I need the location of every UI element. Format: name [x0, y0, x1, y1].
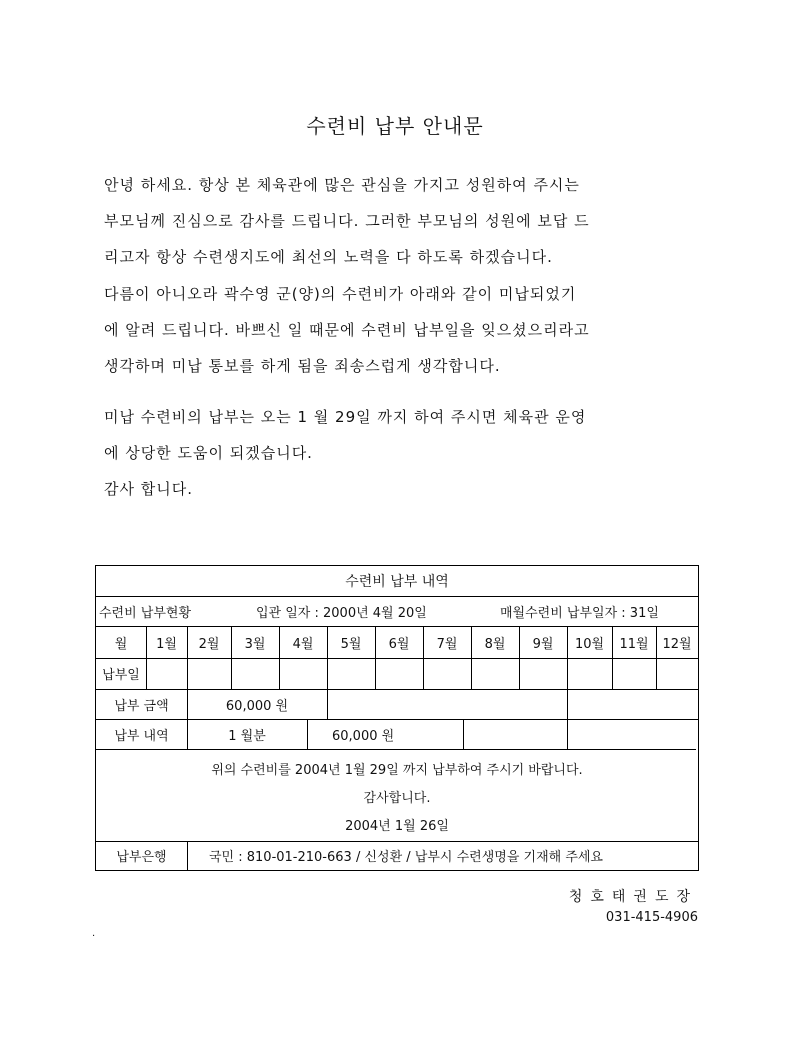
stray-mark: .	[92, 928, 96, 939]
month-cell: 12월	[662, 636, 692, 652]
amount-value: 60,000 원	[225, 698, 289, 714]
paid-day-label: 납부일	[102, 668, 140, 683]
gym-phone: 031-415-4906	[605, 910, 698, 925]
closing-text: 감사 합니다.	[104, 480, 193, 498]
text-line: 에 알려 드립니다. 바쁘신 일 때문에 수련비 납부일을 잊으셨으리라고	[104, 321, 590, 339]
month-cell: 8월	[484, 636, 506, 652]
text-line: 안녕 하세요. 항상 본 체육관에 많은 관심을 가지고 성원하여 주시는	[104, 176, 580, 194]
detail-period: 1 월분	[228, 728, 266, 744]
month-cell: 7월	[436, 636, 458, 652]
text-line: 다름이 아니오라 곽수영 군(양)의 수련비가 아래와 같이 미납되었기	[104, 285, 577, 303]
month-cell: 11월	[619, 636, 649, 652]
request-paragraph	[104, 399, 704, 507]
notice-paragraph	[104, 276, 704, 384]
month-cell: 4월	[292, 636, 314, 652]
month-header: 월	[114, 636, 128, 652]
payment-table	[95, 565, 699, 871]
text-line: 생각하며 미납 통보를 하게 됨을 죄송스럽게 생각합니다.	[104, 357, 501, 375]
text-line: 리고자 항상 수련생지도에 최선의 노력을 다 하도록 하겠습니다.	[104, 248, 553, 266]
text-line: 부모님께 진심으로 감사를 드립니다. 그러한 부모님의 성원에 보답 드	[104, 212, 590, 230]
notice-date: 2004년 1월 26일	[345, 818, 449, 834]
status-label: 수련비 납부현황	[99, 605, 192, 621]
month-cell: 5월	[340, 636, 362, 652]
detail-amount: 60,000 원	[332, 728, 395, 744]
month-cell: 9월	[532, 636, 554, 652]
bank-label: 납부은행	[116, 850, 167, 865]
greeting-paragraph	[104, 167, 704, 275]
month-cell: 10월	[574, 636, 605, 652]
document-title: 수련비 납부 안내문	[306, 114, 484, 138]
month-cell: 1월	[156, 636, 177, 652]
detail-label: 납부 내역	[114, 728, 169, 744]
text-line: 미납 수련비의 납부는 오는 1 월 29일 까지 하여 주시면 체육관 운영	[104, 408, 587, 426]
monthly-payment-date: 매월수련비 납부일자 : 31일	[500, 605, 659, 621]
month-cell: 6월	[388, 636, 410, 652]
bank-info: 국민 : 810-01-210-663 / 신성환 / 납부시 수련생명을 기재해 주세요	[209, 850, 603, 865]
month-cell: 2월	[198, 636, 220, 652]
table-header: 수련비 납부 내역	[345, 574, 449, 590]
gym-name: 청호태권도장	[568, 889, 698, 905]
amount-label: 납부 금액	[114, 698, 169, 714]
notice-line: 위의 수련비를 2004년 1월 29일 까지 납부하여 주시기 바랍니다.	[211, 762, 583, 778]
join-date: 입관 일자 : 2000년 4월 20일	[256, 605, 427, 621]
thanks-line: 감사합니다.	[363, 790, 431, 806]
month-cell: 3월	[244, 636, 266, 652]
text-line: 에 상당한 도움이 되겠습니다.	[104, 444, 313, 462]
